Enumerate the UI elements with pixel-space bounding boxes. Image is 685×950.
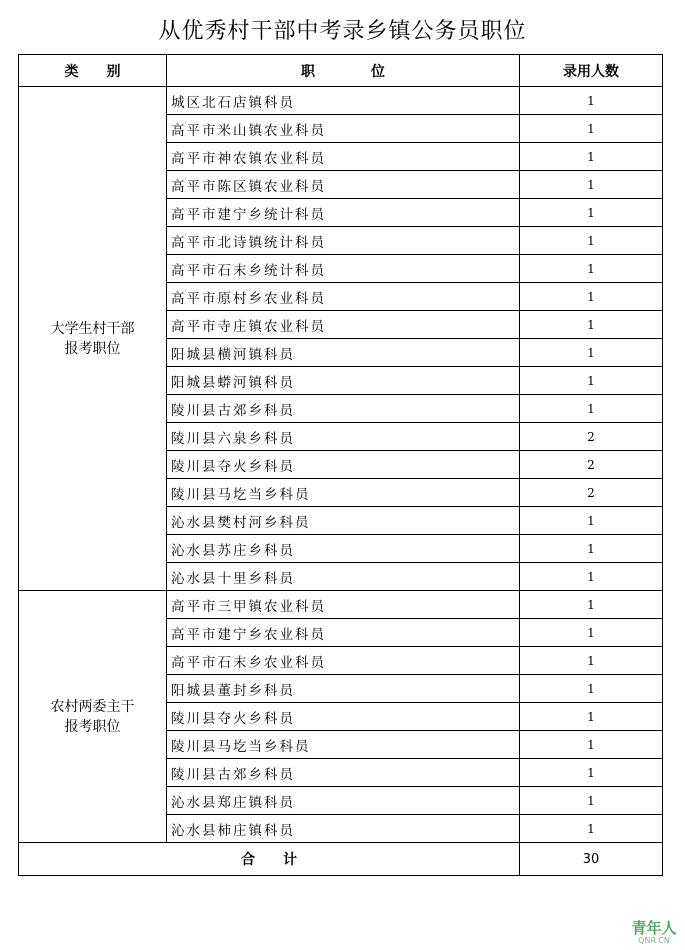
position-cell: 高平市石末乡统计科员 bbox=[167, 255, 520, 283]
header-row bbox=[19, 55, 663, 87]
count-cell: 1 bbox=[520, 87, 663, 115]
position-cell: 陵川县六泉乡科员 bbox=[167, 423, 520, 451]
count-cell: 1 bbox=[520, 647, 663, 675]
count-cell: 2 bbox=[520, 451, 663, 479]
position-cell: 沁水县樊村河乡科员 bbox=[167, 507, 520, 535]
count-cell: 1 bbox=[520, 395, 663, 423]
position-cell: 高平市原村乡农业科员 bbox=[167, 283, 520, 311]
count-cell: 2 bbox=[520, 423, 663, 451]
count-cell: 1 bbox=[520, 171, 663, 199]
count-cell: 1 bbox=[520, 143, 663, 171]
count-cell: 1 bbox=[520, 283, 663, 311]
position-cell: 高平市米山镇农业科员 bbox=[167, 115, 520, 143]
count-cell: 1 bbox=[520, 591, 663, 619]
position-cell: 陵川县古郊乡科员 bbox=[167, 759, 520, 787]
watermark-logo bbox=[628, 920, 680, 945]
count-cell: 1 bbox=[520, 619, 663, 647]
category-cell bbox=[19, 87, 167, 591]
position-cell: 高平市石末乡农业科员 bbox=[167, 647, 520, 675]
count-cell: 1 bbox=[520, 339, 663, 367]
position-cell: 沁水县十里乡科员 bbox=[167, 563, 520, 591]
position-cell: 城区北石店镇科员 bbox=[167, 87, 520, 115]
position-cell: 陵川县马圪当乡科员 bbox=[167, 479, 520, 507]
position-cell: 高平市建宁乡统计科员 bbox=[167, 199, 520, 227]
position-cell: 高平市陈区镇农业科员 bbox=[167, 171, 520, 199]
watermark-domain: QNR.CN bbox=[638, 936, 670, 945]
count-cell: 1 bbox=[520, 563, 663, 591]
category-line2: 报考职位 bbox=[64, 718, 121, 735]
total-row bbox=[19, 843, 663, 876]
count-cell: 1 bbox=[520, 367, 663, 395]
count-cell: 1 bbox=[520, 115, 663, 143]
position-cell: 阳城县蟒河镇科员 bbox=[167, 367, 520, 395]
count-cell: 1 bbox=[520, 703, 663, 731]
count-cell: 1 bbox=[520, 535, 663, 563]
total-label: 合 计 bbox=[19, 843, 520, 876]
position-cell: 高平市三甲镇农业科员 bbox=[167, 591, 520, 619]
position-cell: 阳城县横河镇科员 bbox=[167, 339, 520, 367]
watermark-brand: 青年人 bbox=[631, 919, 677, 937]
position-cell: 沁水县郑庄镇科员 bbox=[167, 787, 520, 815]
position-cell: 陵川县马圪当乡科员 bbox=[167, 731, 520, 759]
header-category: 类 别 bbox=[19, 55, 167, 87]
position-cell: 高平市神农镇农业科员 bbox=[167, 143, 520, 171]
category-line1: 农村两委主干 bbox=[50, 698, 135, 715]
count-cell: 1 bbox=[520, 199, 663, 227]
count-cell: 1 bbox=[520, 815, 663, 843]
count-cell: 1 bbox=[520, 731, 663, 759]
position-cell: 高平市寺庄镇农业科员 bbox=[167, 311, 520, 339]
position-cell: 高平市北诗镇统计科员 bbox=[167, 227, 520, 255]
position-cell: 沁水县苏庄乡科员 bbox=[167, 535, 520, 563]
position-cell: 高平市建宁乡农业科员 bbox=[167, 619, 520, 647]
count-cell: 1 bbox=[520, 311, 663, 339]
total-count: 30 bbox=[520, 843, 663, 876]
position-cell: 陵川县夺火乡科员 bbox=[167, 703, 520, 731]
table-row bbox=[19, 591, 663, 619]
header-position: 职 位 bbox=[167, 55, 520, 87]
count-cell: 1 bbox=[520, 759, 663, 787]
count-cell: 2 bbox=[520, 479, 663, 507]
category-line1: 大学生村干部 bbox=[50, 320, 135, 337]
count-cell: 1 bbox=[520, 787, 663, 815]
count-cell: 1 bbox=[520, 255, 663, 283]
positions-table bbox=[18, 54, 663, 876]
position-cell: 陵川县夺火乡科员 bbox=[167, 451, 520, 479]
position-cell: 阳城县董封乡科员 bbox=[167, 675, 520, 703]
count-cell: 1 bbox=[520, 227, 663, 255]
header-count: 录用人数 bbox=[520, 55, 663, 87]
position-cell: 沁水县柿庄镇科员 bbox=[167, 815, 520, 843]
page-title: 从优秀村干部中考录乡镇公务员职位 bbox=[158, 19, 527, 44]
position-cell: 陵川县古郊乡科员 bbox=[167, 395, 520, 423]
table-row bbox=[19, 87, 663, 115]
count-cell: 1 bbox=[520, 675, 663, 703]
category-line2: 报考职位 bbox=[64, 340, 121, 357]
category-cell bbox=[19, 591, 167, 843]
count-cell: 1 bbox=[520, 507, 663, 535]
